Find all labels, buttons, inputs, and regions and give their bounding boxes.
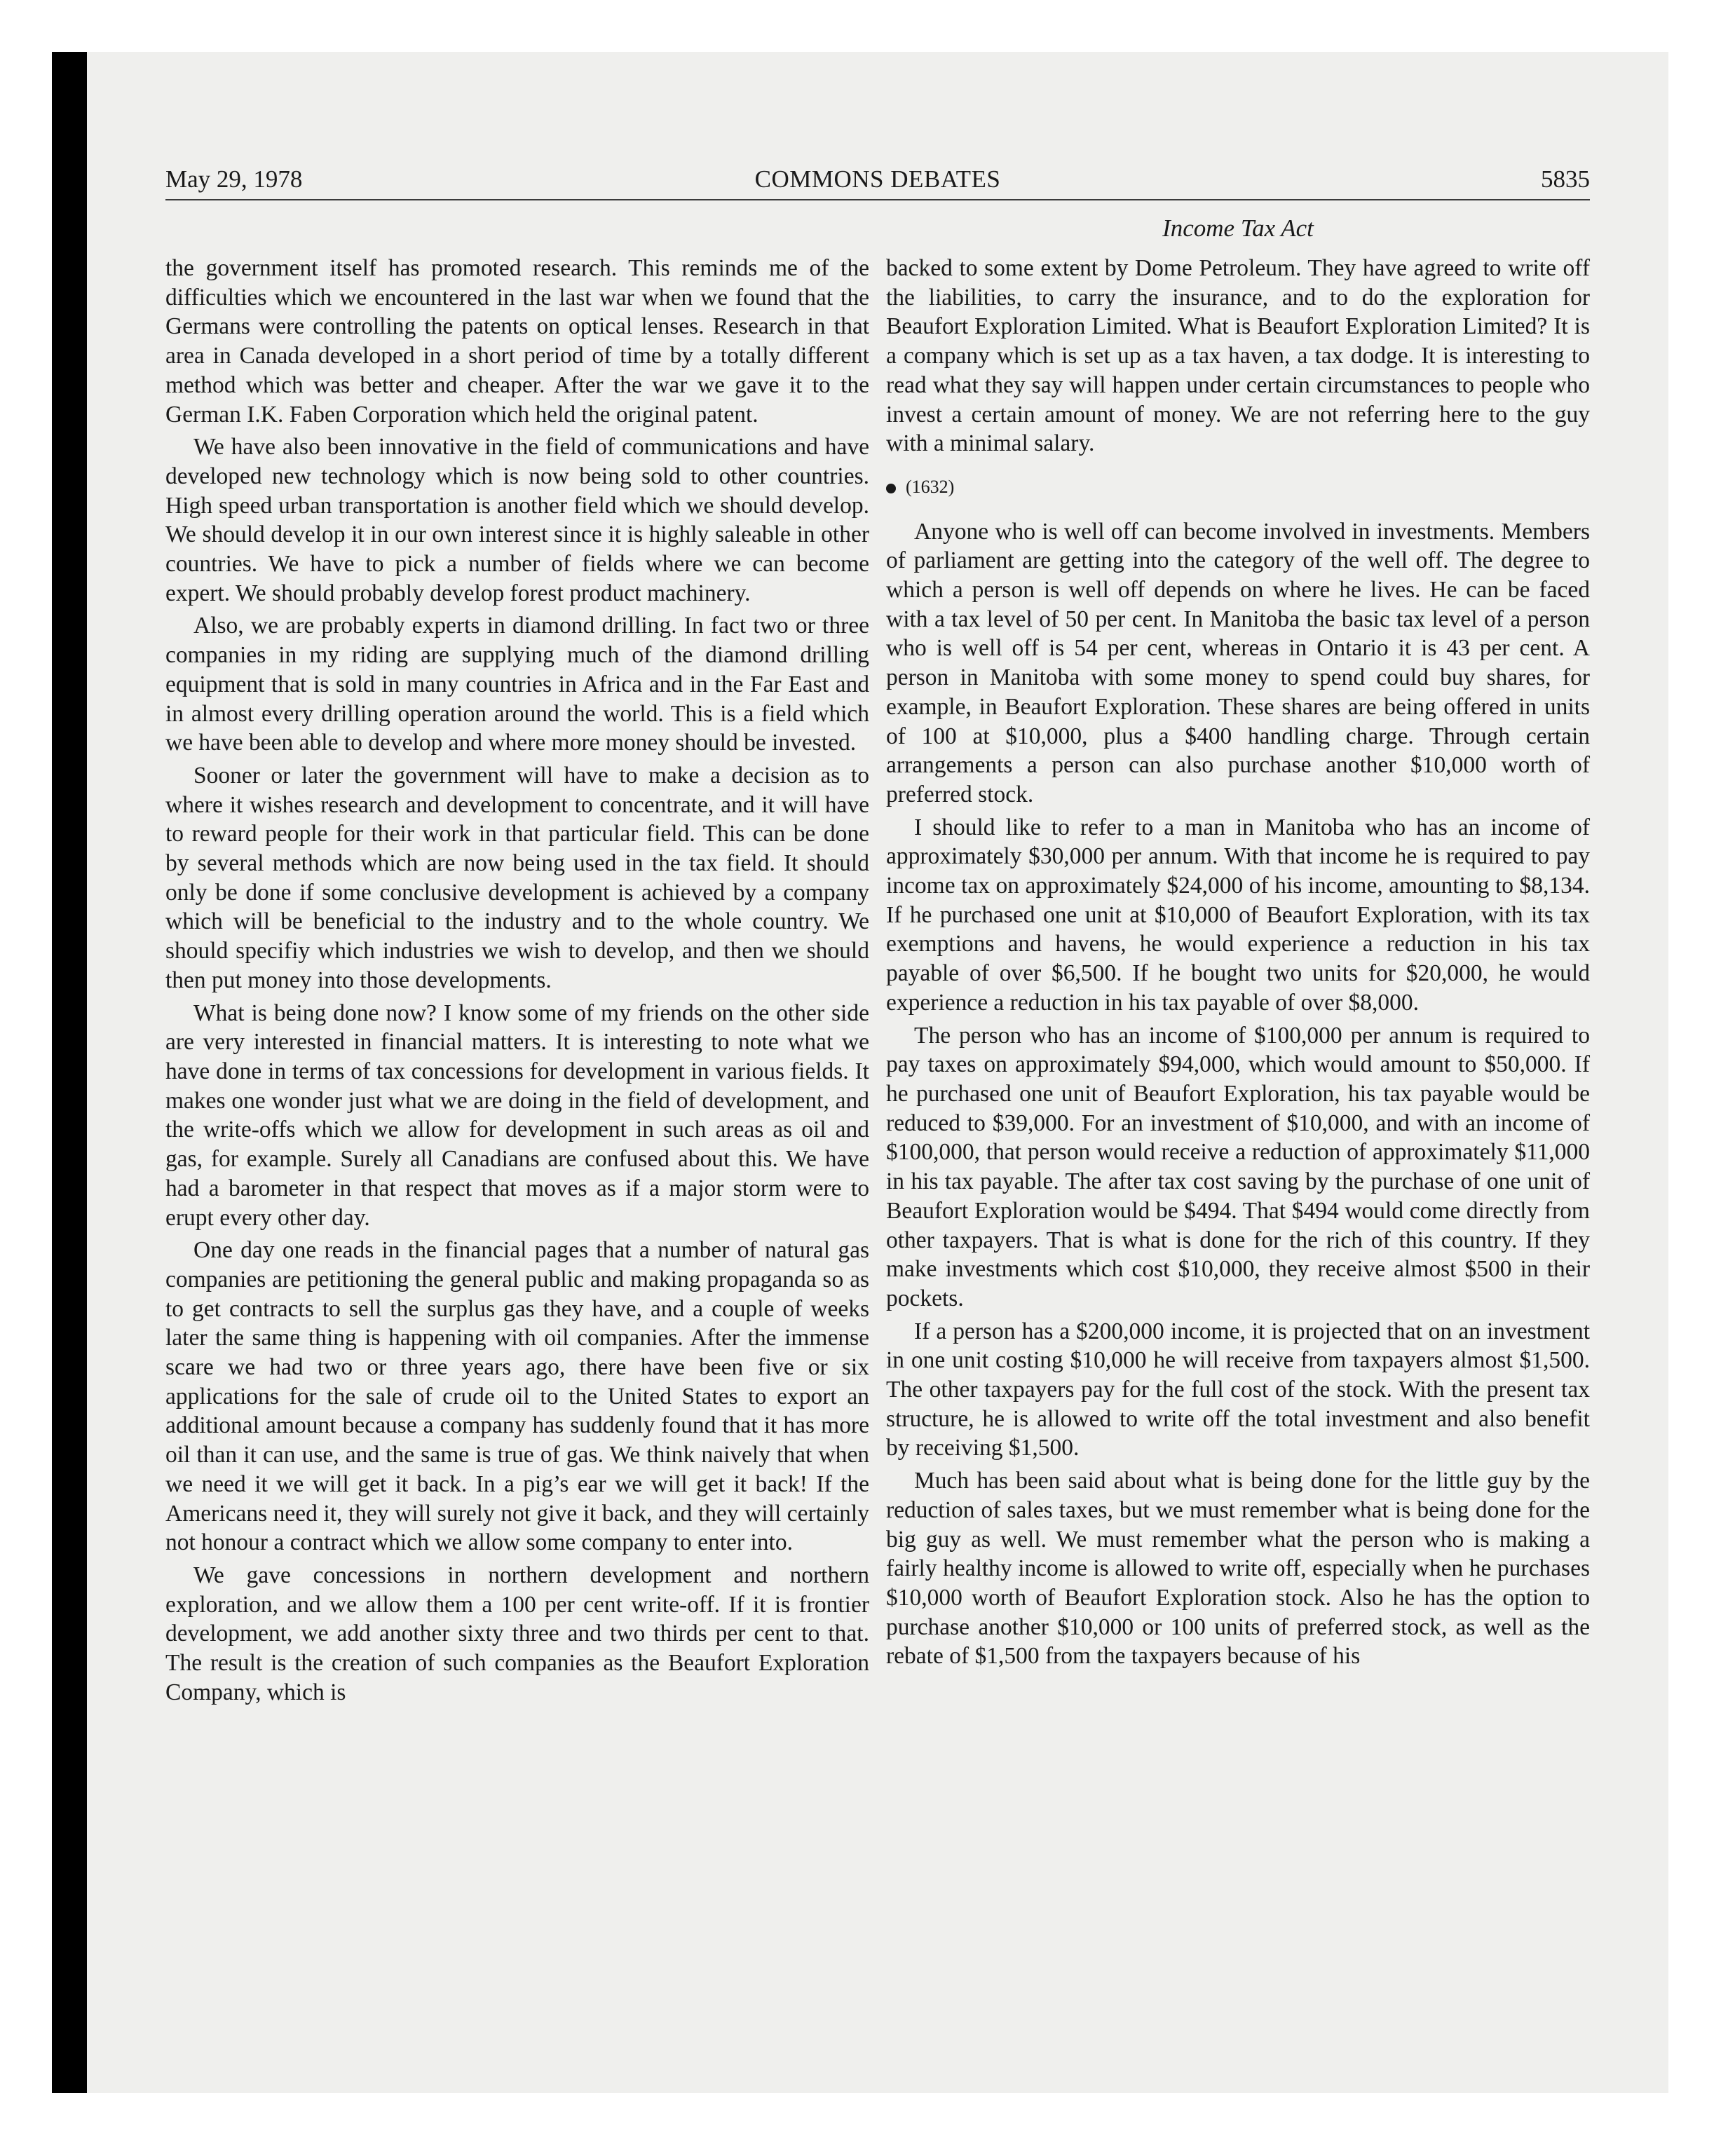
header-title: COMMONS DEBATES — [754, 165, 1001, 193]
paragraph: Sooner or later the government will have to make a decision as to where it wishes research and development to concentrate, and it will have to reward people for their work in that particular field. This can be done by several methods which are now being used in the tax field. It should only be done if some conclusive development is achieved by a company which will be beneficial to the industry and to the whole country. We should specifiy which industries we wish to develop, and then we should then put money into those developments. — [165, 762, 869, 993]
paragraph: Also, we are probably experts in diamond drilling. In fact two or three companies in my riding are supplying much of the diamond drilling equipment that is sold in many countries in Africa and in the Far East and in almost every drilling operation around the world. This is a field which we have been able to develop and where more money should be invested. — [165, 613, 869, 756]
paragraph: I should like to refer to a man in Manitoba who has an income of approximately $30,000 per annum. With that income he is required to pay income tax on approximately $24,000 of his income, amounting to $8,134. If he purchased one unit at $10,000 of Beaufort Exploration, with its tax exemptions and havens, he would experience a reduction in his tax payable of over $6,500. If he bought two units for $20,000, he would experience a reduction in his tax payable of over $8,000. — [886, 814, 1590, 1016]
bullet-dot-icon — [886, 484, 896, 493]
header-date: May 29, 1978 — [165, 165, 303, 193]
paragraph: Much has been said about what is being done for the little guy by the reduction of sales taxes, but we must remember what is being done for the big guy as well. We must remember what the person who is making a fairly healthy income is allowed to write off, especially when he purchases $10,000 worth of Beaufort Exploration stock. Also he has the option to purchase another $10,000 or 100 units of preferred stock, as well as the rebate of $1,500 from the taxpayers because of his — [886, 1468, 1590, 1670]
header-page-number: 5835 — [1541, 165, 1590, 193]
paragraph: We have also been innovative in the field of communications and have developed new technology which is now being sold to other countries. High speed urban transportation is another field which we should develop. We should develop it in our own interest since it is highly saleable in other countries. We have to pick a number of fields where we can become expert. We should probably develop forest product machinery. — [165, 434, 869, 606]
scan-margin — [0, 0, 1735, 53]
right-column — [886, 254, 1590, 1674]
left-column — [165, 254, 869, 1710]
paragraph: If a person has a $200,000 income, it is projected that on an investment in one unit costing $10,000 he will receive from taxpayers almost $1,500. The other taxpayers pay for the full cost of the stock. With the present tax structure, he is allowed to write off the total investment and also benefit by receiving $1,500. — [886, 1318, 1590, 1461]
paragraph: What is being done now? I know some of my friends on the other side are very interested in financial matters. It is interesting to note what we have done in terms of tax concessions for development in various fields. It makes one wonder just what we are doing in the field of development, and the write-offs which we allow for development in such areas as oil and gas, for example. Surely all Canadians are confused about this. We have had a barometer in that respect that moves as if a major storm were to erupt every other day. — [165, 999, 869, 1231]
section-title: Income Tax Act — [1162, 214, 1314, 242]
paragraph: Anyone who is well off can become involved in investments. Members of parliament are getting into the category of the well off. The degree to which a person is well off depends on where he lives. He can be faced with a tax level of 50 per cent. In Manitoba the basic tax level of a person who is well off is 54 per cent, whereas in Ontario it is 43 per cent. A person in Manitoba with some money to spend could buy shares, for example, in Beaufort Exploration. These shares are being offered in units of 100 at $10,000, plus a $400 handling charge. Through certain arrangements a person can also purchase another $10,000 worth of preferred stock. — [886, 518, 1590, 807]
time-marker — [886, 472, 1590, 502]
paragraph: One day one reads in the financial pages that a number of natural gas companies are petitioning the general public and making propaganda so as to get contracts to sell the surplus gas they have, and a couple of weeks later the same thing is happening with oil companies. After the immense scare we had two or three years ago, there have been five or six applications for the sale of crude oil to the United States to export an additional amount because a company has suddenly found that it has more oil than it can use, and the same is true of gas. We think naively that when we need it we will get it back. In a pig’s ear we will get it back! If the Americans need it, they will surely not give it back, and they will certainly not honour a contract which we allow some company to enter into. — [165, 1237, 869, 1556]
page-header — [165, 160, 1590, 200]
paragraph: We gave concessions in northern development and northern exploration, and we allow them a 100 per cent write-off. If it is frontier development, we add another sixty three and two thirds per cent to that. The result is the creation of such companies as the Beaufort Exploration Company, which is — [165, 1562, 869, 1705]
paragraph: the government itself has promoted research. This reminds me of the difficulties which we encountered in the last war when we found that the Germans were controlling the patents on optical lenses. Research in that area in Canada developed in a short period of time by a totally different method which was better and cheaper. After the war we gave it to the German I.K. Faben Corporation which held the original patent. — [165, 255, 869, 428]
paragraph: The person who has an income of $100,000 per annum is required to pay taxes on approximately $94,000, which would amount to $50,000. If he purchased one unit of Beaufort Exploration, his tax payable would be reduced to $39,000. For an investment of $10,000, and with an income of $100,000, that person would receive a reduction of approximately $11,000 in his tax payable. The after tax cost saving by the purchase of one unit of Beaufort Exploration would be $494. That $494 would come directly from other taxpayers. That is what is done for the rich of this country. If they make investments which cost $10,000, they receive almost $500 in their pockets. — [886, 1022, 1590, 1311]
scan-edge-bar — [52, 52, 87, 2093]
time-marker-text: (1632) — [906, 476, 955, 497]
paragraph: backed to some extent by Dome Petroleum. They have agreed to write off the liabilities, to carry the insurance, and to do the exploration for Beaufort Exploration Limited. What is Beaufort Exploration Limited? It is a company which is set up as a tax haven, a tax dodge. It is interesting to read what they say will happen under certain circumstances to people who invest a certain amount of money. We are not referring here to the guy with a minimal salary. — [886, 255, 1590, 457]
